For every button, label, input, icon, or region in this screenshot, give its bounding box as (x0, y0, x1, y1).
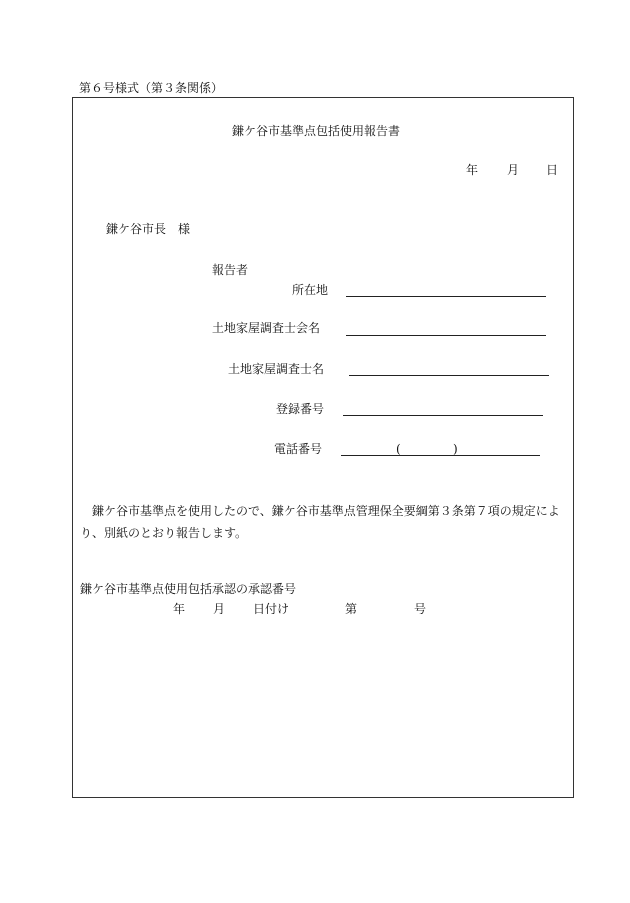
approval-number-heading: 鎌ケ谷市基準点使用包括承認の承認番号 (80, 582, 297, 596)
phone-paren-close: ) (453, 442, 458, 456)
registration-number-input-line[interactable] (343, 415, 543, 416)
approval-number-prefix: 第 (345, 602, 358, 616)
phone-label: 電話番号 (274, 442, 323, 456)
form-frame (72, 97, 574, 798)
date-day-label: 日 (546, 163, 559, 177)
form-title: 鎌ケ谷市基準点包括使用報告書 (232, 124, 401, 138)
report-statement: 鎌ケ谷市基準点を使用したので、鎌ケ谷市基準点管理保全要綱第３条第７項の規定により、別紙のとおり報告します。 (80, 504, 560, 540)
surveyor-name-label: 土地家屋調査士名 (228, 362, 325, 376)
registration-number-label: 登録番号 (276, 402, 325, 416)
surveyor-name-input-line[interactable] (349, 375, 549, 376)
approval-month-label: 月 (213, 602, 226, 616)
phone-paren-open: ( (396, 442, 401, 456)
form-number-label: 第６号様式（第３条関係） (79, 81, 224, 95)
approval-day-dated-label: 日付け (253, 602, 290, 616)
address-input-line[interactable] (346, 296, 546, 297)
association-input-line[interactable] (346, 335, 546, 336)
address-label: 所在地 (292, 283, 329, 297)
date-month-label: 月 (507, 163, 520, 177)
approval-year-label: 年 (173, 602, 186, 616)
association-label: 土地家屋調査士会名 (212, 321, 321, 335)
approval-number-suffix: 号 (414, 602, 427, 616)
addressee: 鎌ケ谷市長 様 (106, 222, 191, 236)
reporter-heading: 報告者 (212, 263, 249, 277)
date-year-label: 年 (466, 163, 479, 177)
phone-input-line[interactable] (341, 455, 540, 456)
